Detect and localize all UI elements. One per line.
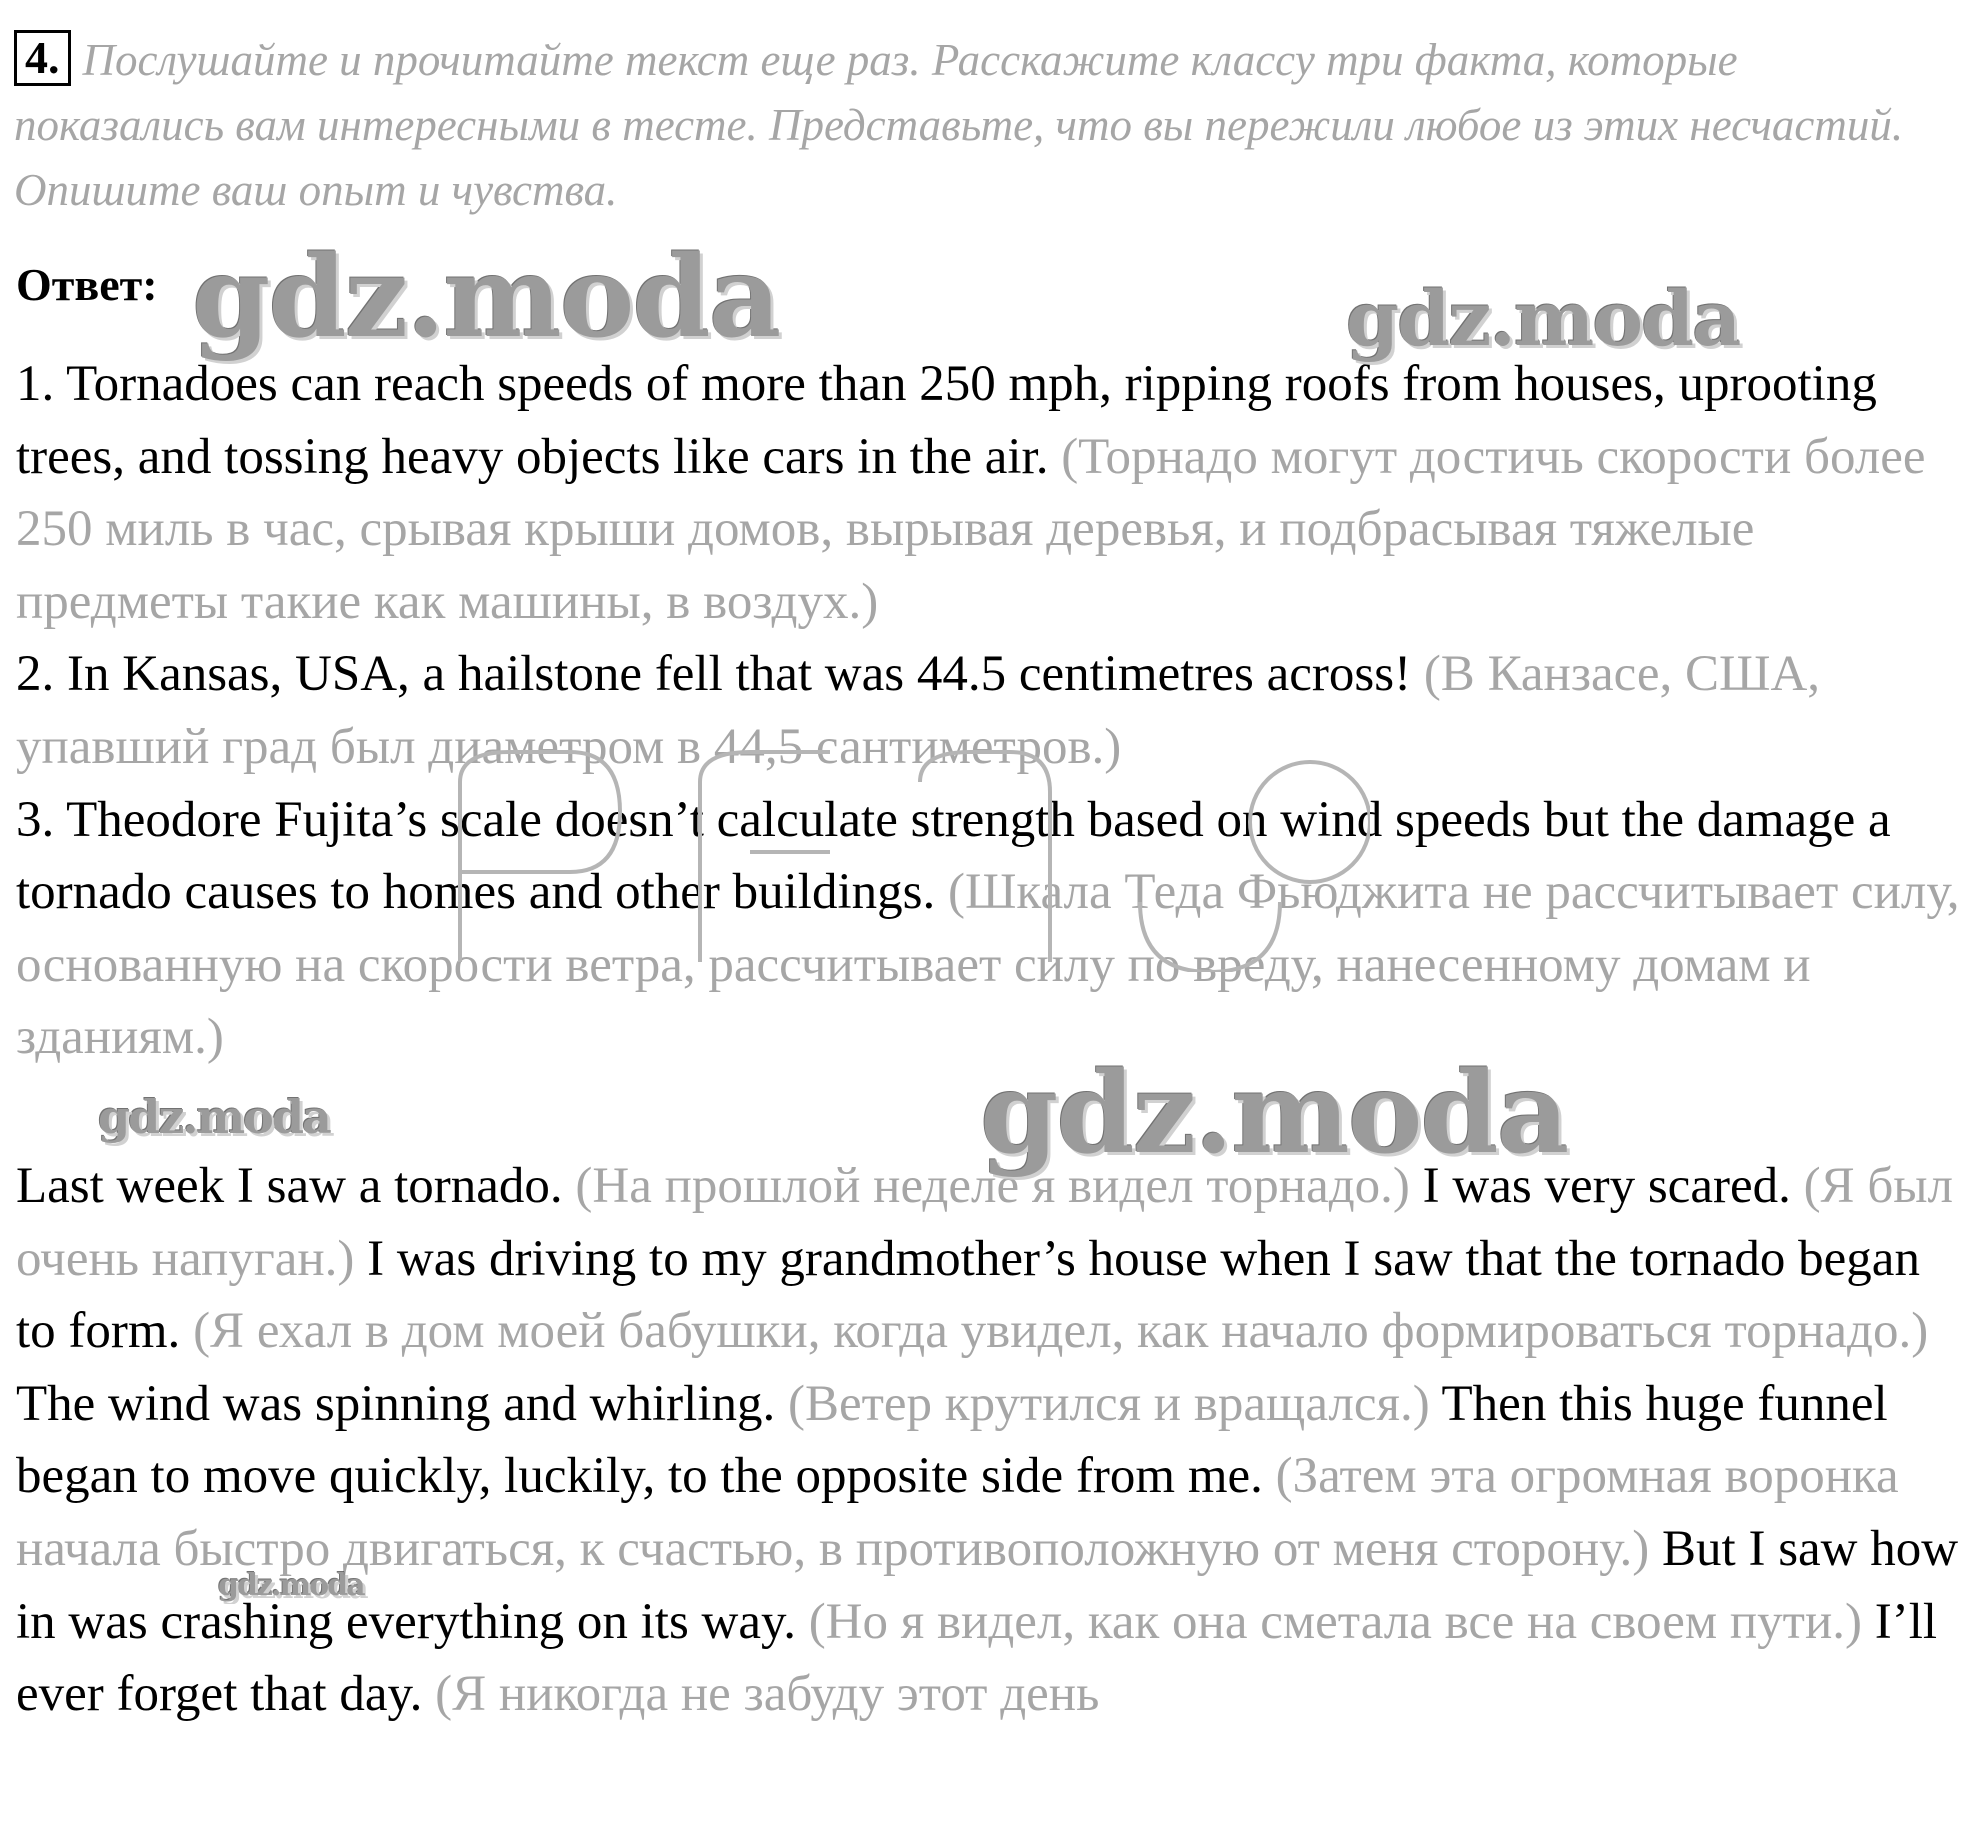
- story-translation: (Я ехал в дом моей бабушки, когда увидел, как начало формироваться торнадо.): [193, 1303, 1929, 1360]
- fact-text: 1. Tornadoes can reach speeds of more than 250 mph, ripping roofs from houses, uprooting trees, and tossing heavy objects like cars in the air.: [16, 356, 1877, 485]
- story-sentence: I’ll ever forget that day.: [16, 1593, 1938, 1723]
- story-translation: (Но я видел, как она сметала все на своем пути.): [808, 1593, 1862, 1650]
- story-translation: (Я никогда не забуду этот день: [435, 1666, 1100, 1723]
- watermark-logo: gdz.moda: [1346, 274, 1740, 363]
- task-block: [14, 28, 1954, 223]
- story-translation: (Ветер крутился и вращался.): [788, 1375, 1430, 1432]
- story-text: [16, 1150, 1961, 1731]
- answer-label: Ответ:: [16, 259, 158, 310]
- watermark-logo: gdz.moda: [98, 1090, 330, 1144]
- fact-item: [16, 784, 1961, 1074]
- task-number: 4.: [14, 30, 71, 86]
- story-sentence: The wind was spinning and whirling.: [16, 1375, 776, 1432]
- fact-translation: (Торнадо могут достичь скорости более 250 миль в час, срывая крыши домов, вырывая деревья, и подбрасывая тяжелые предметы такие как машины, в воздух.): [16, 428, 1926, 630]
- fact-text: 3. Theodore Fujita’s scale doesn’t calculate strength based on wind speeds but the damage a tornado causes to homes and other buildings.: [16, 791, 1891, 921]
- fact-translation: (Шкала Теда Фьюджита не рассчитывает силу, основанную на скорости ветра, рассчитывает силу по вреду, нанесенному домам и зданиям.): [16, 864, 1960, 1066]
- story-sentence: I was very scared.: [1422, 1158, 1791, 1214]
- facts-list: [16, 348, 1961, 1074]
- story-paragraph: [16, 1150, 1961, 1731]
- watermark-logo: gdz.moda: [980, 1048, 1568, 1179]
- story-sentence: But I saw how in was crashing everything on its way.: [16, 1520, 1959, 1650]
- fact-translation: (В Канзасе, США, упавший град был диаметром в 44,5 сантиметров.): [16, 646, 1821, 775]
- fact-text: 2. In Kansas, USA, a hailstone fell that was 44.5 centimetres across!: [16, 646, 1412, 703]
- watermark-logo: gdz.moda: [192, 232, 780, 363]
- task-instruction: Послушайте и прочитайте текст еще раз. Расскажите классу три факта, которые показались вам интересными в тесте. Представьте, что вы пережили любое из этих несчастий. Опишите ваш опыт и чувства.: [14, 35, 1904, 215]
- story-sentence: I was driving to my grandmother’s house when I saw that the tornado began to form.: [16, 1230, 1920, 1360]
- fact-item: [16, 638, 1961, 783]
- story-sentence: Then this huge funnel began to move quickly, luckily, to the opposite side from me.: [16, 1375, 1888, 1505]
- watermark-logo: gdz.moda: [218, 1568, 364, 1603]
- story-sentence: Last week I saw a tornado.: [16, 1158, 563, 1214]
- story-translation: (На прошлой неделе я видел торнадо.): [575, 1158, 1410, 1214]
- story-translation: (Затем эта огромная воронка начала быстро двигаться, к счастью, в противоположную от меня сторону.): [16, 1448, 1899, 1577]
- fact-item: [16, 348, 1961, 638]
- story-translation: (Я был очень напуган.): [16, 1158, 1953, 1287]
